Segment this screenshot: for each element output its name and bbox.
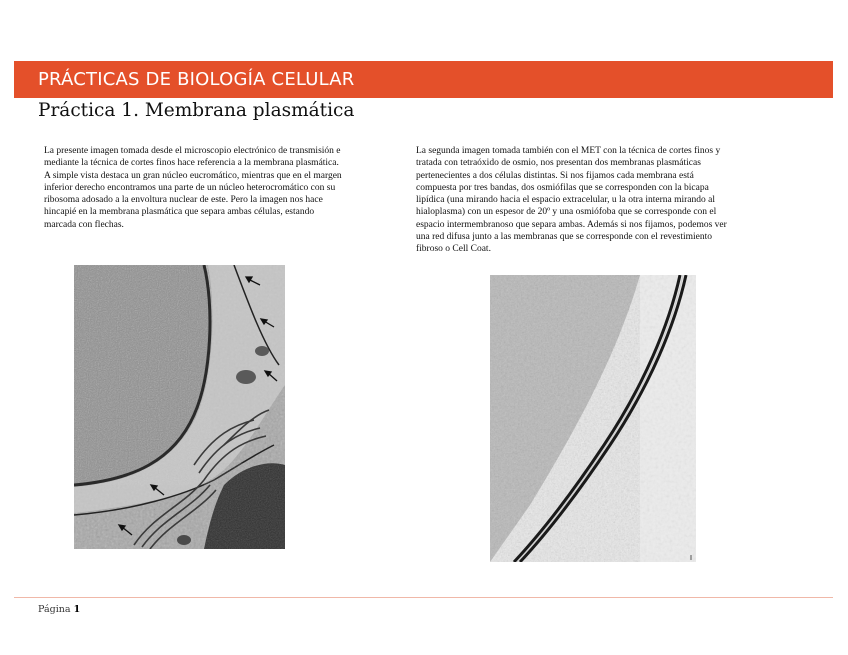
micrograph-right — [490, 275, 696, 562]
left-line: inferior derecho encontramos una parte de un núcleo heterocromático con su — [44, 182, 336, 193]
left-line: La presente imagen tomada desde el microscopio electrónico de transmisión e — [44, 146, 341, 156]
left-line: A simple vista destaca un gran núcleo eucromático, mientras que en el margen — [44, 170, 342, 181]
right-line: tratada con tetraóxido de osmio, nos presentan dos membranas plasmáticas — [416, 158, 701, 169]
right-line: espacio intermembranoso que separa ambas. Además si nos fijamos, podemos ver — [416, 219, 727, 230]
right-line: fibroso o Cell Coat. — [416, 244, 491, 255]
right-line: pertenecientes a dos células distintas. Si nos fijamos cada membrana está — [416, 170, 694, 181]
right-line: una red difusa junto a las membranas que se corresponde con el revestimiento — [416, 232, 712, 243]
right-paragraph — [416, 145, 796, 256]
page-number: 1 — [73, 604, 81, 615]
right-line: hialoplasma) con un espesor de 20º y una osmiófoba que se corresponde con el — [416, 207, 717, 218]
left-line: ribosoma adosado a la envoltura nuclear de este. Pero la imagen nos hace — [44, 195, 323, 206]
right-line: lipídica (una mirando hacia el espacio extracelular, u la otra interna mirando al — [416, 195, 715, 206]
header-title: PRÁCTICAS DE BIOLOGÍA CELULAR — [38, 69, 355, 90]
left-line: mediante la técnica de cortes finos hace referencia a la membrana plasmática. — [44, 158, 339, 169]
section-title: Práctica 1. Membrana plasmática — [38, 100, 355, 121]
page-footer — [38, 604, 80, 615]
left-line: hincapié en la membrana plasmática que separa ambas células, estando — [44, 207, 315, 218]
left-line: marcada con flechas. — [44, 219, 124, 230]
footer-divider — [14, 597, 833, 598]
right-line: La segunda imagen tomada también con el MET con la técnica de cortes finos y — [416, 146, 721, 156]
right-line: compuesta por tres bandas, dos osmiófilas que se corresponden con la bicapa — [416, 182, 709, 193]
footer-label: Página — [38, 604, 71, 615]
micrograph-left — [74, 265, 285, 549]
left-paragraph — [44, 145, 404, 231]
header-bar — [14, 61, 833, 98]
